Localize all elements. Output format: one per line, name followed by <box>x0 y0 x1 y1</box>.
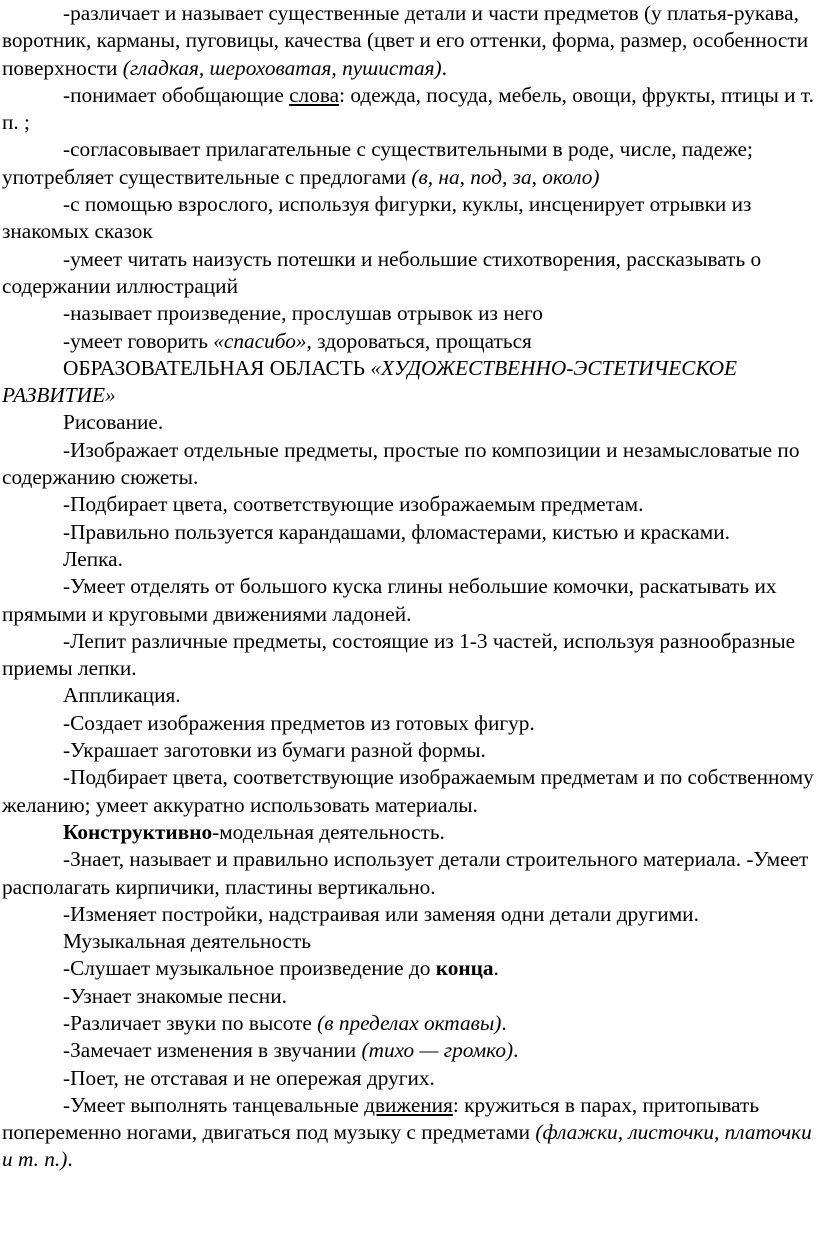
text-segment: Рисование. <box>63 410 164 435</box>
text-segment: -Украшает заготовки из бумаги разной формы. <box>63 738 486 763</box>
text-segment: Музыкальная деятельность <box>63 929 311 954</box>
paragraph-colors <box>2 491 814 518</box>
italic-text: (в, на, под, за, около) <box>411 164 600 189</box>
paragraph-politeness <box>2 328 814 355</box>
italic-text: (флажки, листочки, платочки и т. п.) <box>2 1120 812 1172</box>
text-segment: -Подбирает цвета, соответствующие изображаемым предметам. <box>63 492 644 517</box>
bold-text: конца <box>435 956 494 981</box>
underlined-link-text[interactable]: движения <box>364 1092 453 1117</box>
text-segment: -Лепит различные предметы, состоящие из 1-3 частей, используя разнообразные приемы лепки. <box>2 628 796 681</box>
italic-text: «спасибо» <box>213 328 307 353</box>
underlined-link-text[interactable]: слова <box>289 82 340 107</box>
text-segment: -Слушает музыкальное произведение до <box>63 956 436 981</box>
paragraph-creates-images <box>2 710 814 737</box>
text-segment: : одежда, посуда, мебель, овощи, фрукты, птицы и т. п. ; <box>2 82 814 135</box>
text-segment: -Умеет выполнять танцевальные <box>63 1092 365 1117</box>
bold-text: Конструктивно <box>63 819 213 844</box>
text-segment: -модельная деятельность. <box>212 819 445 844</box>
text-segment: -с помощью взрослого, используя фигурки, куклы, инсценирует отрывки из знакомых сказок <box>2 192 752 244</box>
subheading-applique <box>2 682 814 709</box>
paragraph-sings <box>2 1065 814 1092</box>
paragraph-selects-colors <box>2 764 814 819</box>
text-segment: -называет произведение, прослушав отрывок из него <box>63 301 543 326</box>
text-segment: -Правильно пользуется карандашами, фломастерами, кистью и красками. <box>63 519 730 544</box>
text-segment: -Изображает отдельные предметы, простые по композиции и незамысловатые по содержанию сюжеты. <box>2 437 800 490</box>
text-segment: Аппликация. <box>63 683 181 708</box>
text-segment: -понимает обобщающие <box>63 82 290 107</box>
text-segment: -умеет читать наизусть потешки и небольшие стихотворения, рассказывать о содержании иллюстраций <box>2 246 762 298</box>
italic-text: (в пределах октавы) <box>317 1010 502 1035</box>
text-segment: -Подбирает цвета, соответствующие изображаемым предметам и по собственному желанию; умеет аккуратно использовать материалы. <box>2 765 814 817</box>
text-segment: ОБРАЗОВАТЕЛЬНАЯ ОБЛАСТЬ <box>63 355 371 380</box>
paragraph-recognizes-songs <box>2 983 814 1010</box>
text-segment: . <box>513 1038 519 1063</box>
paragraph-distinguishes-details <box>2 0 814 82</box>
subheading-modeling <box>2 546 814 573</box>
paragraph-sculpts <box>2 628 814 683</box>
text-segment: -Узнает знакомые песни. <box>63 983 287 1008</box>
text-segment: -Различает звуки по высоте <box>63 1010 318 1035</box>
text-segment: , здороваться, прощаться <box>306 328 532 353</box>
text-segment: -Поет, не отставая и не опережая других. <box>63 1065 435 1090</box>
text-segment: : кружиться в парах, притопывать попеременно ногами, двигаться под музыку с предметами <box>2 1092 760 1145</box>
text-segment: . <box>501 1010 507 1035</box>
text-segment: -Умеет отделять от большого куска глины небольшие комочки, раскатывать их прямыми и круговыми движениями ладоней. <box>2 574 777 626</box>
paragraph-staging <box>2 191 814 246</box>
subheading-music <box>2 928 814 955</box>
italic-text: «ХУДОЖЕСТВЕННО-ЭСТЕТИЧЕСКОЕ РАЗВИТИЕ» <box>2 355 738 408</box>
paragraph-pitch <box>2 1010 814 1037</box>
text-segment: . <box>441 55 447 80</box>
italic-text: (тихо — громко) <box>361 1038 514 1063</box>
paragraph-clay <box>2 573 814 628</box>
text-segment: -Создает изображения предметов из готовых фигур. <box>63 710 535 735</box>
text-segment: -умеет говорить <box>63 328 214 353</box>
paragraph-changes-buildings <box>2 901 814 928</box>
text-segment: Лепка. <box>63 546 123 571</box>
paragraph-dance <box>2 1092 814 1174</box>
paragraph-dynamics <box>2 1037 814 1064</box>
section-heading-art-development <box>2 355 814 410</box>
text-segment: . <box>67 1147 73 1172</box>
text-segment: -Знает, называет и правильно использует детали строительного материала. -Умеет располагать кирпичики, пластины вертикально. <box>2 847 809 899</box>
paragraph-depicts-objects <box>2 437 814 492</box>
italic-text: (гладкая, шероховатая, пушистая) <box>122 55 442 80</box>
paragraph-decorates <box>2 737 814 764</box>
paragraph-generalizing-words <box>2 82 814 137</box>
text-segment: -согласовывает прилагательные с существительными в роде, числе, падеже; употребляет существительные с предлогами <box>2 137 753 189</box>
paragraph-reciting <box>2 246 814 301</box>
subheading-drawing <box>2 409 814 436</box>
paragraph-tools <box>2 519 814 546</box>
text-segment: . <box>493 956 499 981</box>
subheading-construction <box>2 819 814 846</box>
paragraph-agreement <box>2 136 814 191</box>
text-segment: -Замечает изменения в звучании <box>63 1038 362 1063</box>
text-segment: -Изменяет постройки, надстраивая или заменяя одни детали другими. <box>63 901 699 926</box>
paragraph-listens <box>2 955 814 982</box>
paragraph-naming-work <box>2 300 814 327</box>
text-segment: -различает и называет существенные детали и части предметов (у платья-рукава, воротник, карманы, пуговицы, качества (цвет и его оттенки, форма, размер, особенности поверхности <box>2 1 809 80</box>
paragraph-building-parts <box>2 846 814 901</box>
